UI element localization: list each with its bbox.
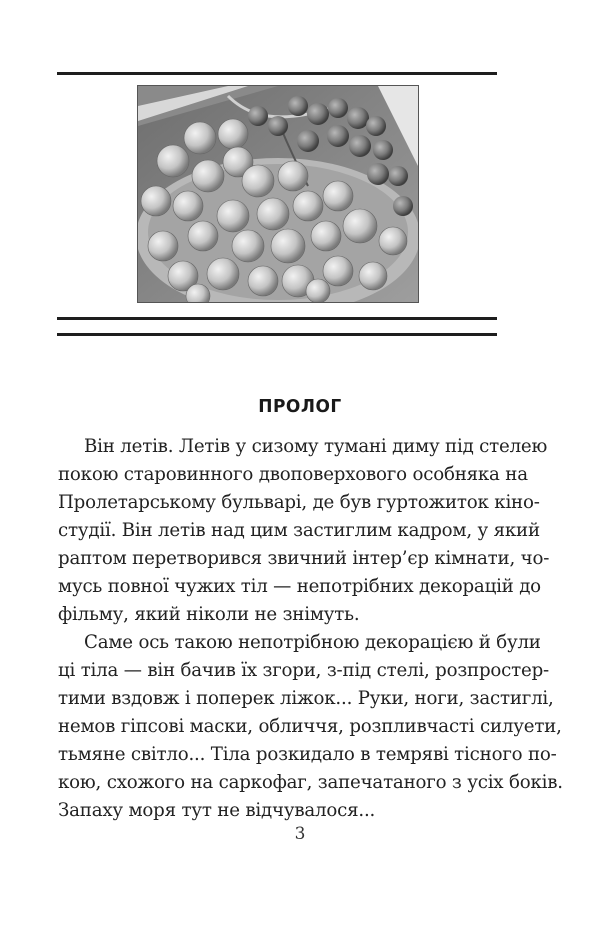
grapes-illustration: [137, 85, 419, 303]
text-line: немов гіпсові маски, обличчя, розпливчасті силуети,: [58, 716, 562, 737]
middle-rule: [57, 317, 497, 320]
text-line: раптом перетворився звичний інтер’єр кімнати, чо-: [58, 548, 550, 569]
chapter-title: ПРОЛОГ: [258, 396, 342, 418]
grapes-image: [138, 86, 418, 302]
page-number: 3: [294, 824, 306, 844]
text-line: ці тіла — він бачив їх згори, з-під стелі, розпростер-: [58, 660, 549, 681]
text-line: Саме ось такою непотрібною декорацією й були: [84, 632, 541, 653]
text-line: фільму, який ніколи не знімуть.: [58, 604, 360, 625]
text-line: Запаху моря тут не відчувалося...: [58, 800, 376, 821]
text-line: мусь повної чужих тіл — непотрібних декорацій до: [58, 576, 541, 597]
text-line: тьмяне світло... Тіла розкидало в темряві тісного по-: [58, 744, 557, 765]
text-line: тими вздовж і поперек ліжок... Руки, ноги, застиглі,: [58, 688, 554, 709]
text-line: покою старовинного двоповерхового особняка на: [58, 464, 528, 485]
lower-rule: [57, 333, 497, 336]
text-line: Пролетарському бульварі, де був гуртожиток кіно-: [58, 492, 540, 513]
text-line: студії. Він летів над цим застиглим кадром, у який: [58, 520, 540, 541]
top-rule: [57, 72, 497, 75]
text-line: Він летів. Летів у сизому тумані диму під стелею: [84, 436, 548, 457]
text-line: кою, схожого на саркофаг, запечатаного з усіх боків.: [58, 772, 563, 793]
